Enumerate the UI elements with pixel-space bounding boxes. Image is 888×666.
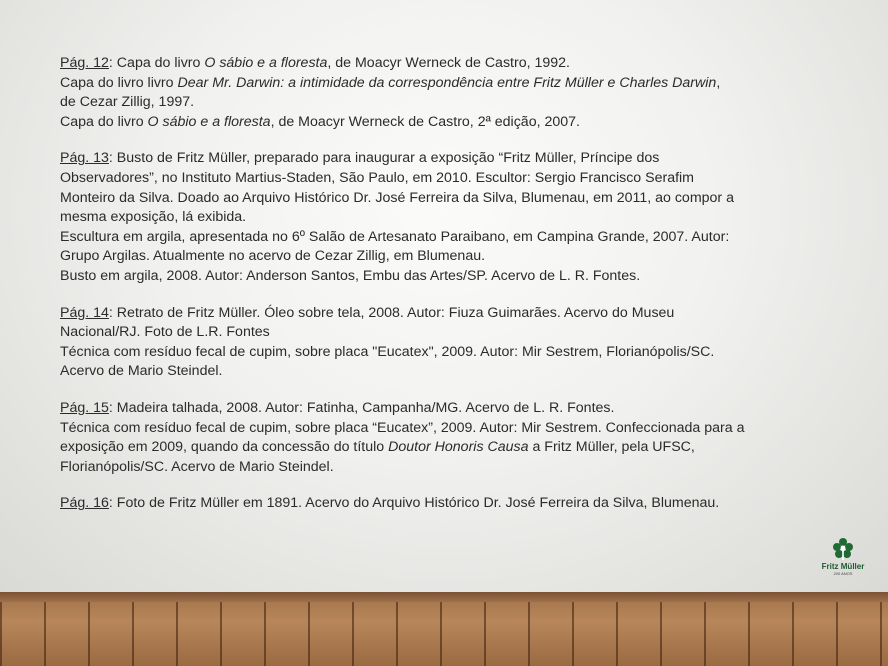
caption-text: Nacional/RJ. Foto de L.R. Fontes <box>60 324 270 341</box>
caption-line <box>60 438 830 458</box>
caption-text: Técnica com resíduo fecal de cupim, sobre placa “Eucatex”, 2009. Autor: Mir Sestrem. Confeccionada para a <box>60 419 745 436</box>
italic-title: O sábio e a floresta <box>147 113 271 130</box>
caption-line <box>60 93 830 113</box>
caption-text: : Retrato de Fritz Müller. Óleo sobre tela, 2008. Autor: Fiuza Guimarães. Acervo do Museu <box>108 304 675 321</box>
wooden-floor <box>0 592 888 666</box>
caption-text: Busto em argila, 2008. Autor: Anderson Santos, Embu das Artes/SP. Acervo de L. R. Fontes. <box>60 267 641 284</box>
caption-text: : Capa do livro <box>108 55 205 71</box>
caption-text: Escultura em argila, apresentada no 6º Salão de Artesanato Paraibano, em Campina Grande, 2007. Autor: <box>60 228 730 245</box>
caption-line <box>60 149 830 169</box>
page-reference: Pág. 14 <box>60 304 109 321</box>
caption-line <box>60 113 830 133</box>
italic-title: Dear Mr. Darwin: a intimidade da correspondência entre Fritz Müller e Charles Darwin <box>177 74 717 91</box>
caption-line <box>60 247 830 267</box>
caption-text: de Cezar Zillig, 1997. <box>60 94 195 111</box>
logo-name: Fritz Müller <box>821 562 865 571</box>
caption-line <box>60 323 830 343</box>
caption-line <box>60 343 830 363</box>
caption-text: exposição em 2009, quando da concessão do título <box>60 439 389 456</box>
caption-line <box>60 419 830 439</box>
logo-subtitle: 200 ANOS <box>833 571 853 576</box>
caption-text: : Foto de Fritz Müller em 1891. Acervo do Arquivo Histórico Dr. José Ferreira da Silva, Blumenau. <box>108 495 720 512</box>
caption-line <box>60 362 830 382</box>
caption-text: Capa do livro livro <box>60 74 178 91</box>
caption-text: , <box>716 74 721 91</box>
caption-text: : Busto de Fritz Müller, preparado para inaugurar a exposição “Fritz Müller, Príncipe dos <box>108 150 660 167</box>
italic-title: Doutor Honoris Causa <box>388 439 529 456</box>
caption-text: mesma exposição, lá exibida. <box>60 209 247 226</box>
caption-line <box>60 189 830 209</box>
caption-block <box>60 494 830 514</box>
caption-text: Capa do livro <box>60 113 148 130</box>
caption-block <box>60 399 830 477</box>
caption-line <box>60 267 830 287</box>
page-reference: Pág. 16 <box>60 495 109 512</box>
caption-text: Florianópolis/SC. Acervo de Mario Steindel. <box>60 458 334 475</box>
caption-text: a Fritz Müller, pela UFSC, <box>528 439 695 456</box>
caption-text: Monteiro da Silva. Doado ao Arquivo Histórico Dr. José Ferreira da Silva, Blumenau, em 2011, ao compor a <box>60 189 734 206</box>
caption-line <box>60 54 830 74</box>
caption-line <box>60 494 830 514</box>
caption-line <box>60 74 830 94</box>
caption-text: Técnica com resíduo fecal de cupim, sobre placa "Eucatex", 2009. Autor: Mir Sestrem, Florianópolis/SC. <box>60 343 715 360</box>
caption-text: Grupo Argilas. Atualmente no acervo de Cezar Zillig, em Blumenau. <box>60 248 486 265</box>
caption-text: , de Moacyr Werneck de Castro, 2ª edição, 2007. <box>270 113 580 130</box>
caption-text: , de Moacyr Werneck de Castro, 1992. <box>327 55 570 71</box>
caption-line <box>60 208 830 228</box>
caption-block <box>60 149 830 286</box>
caption-text: : Madeira talhada, 2008. Autor: Fatinha, Campanha/MG. Acervo de L. R. Fontes. <box>108 399 615 416</box>
caption-text: Acervo de Mario Steindel. <box>60 363 223 380</box>
page-reference: Pág. 15 <box>60 399 109 416</box>
caption-line <box>60 304 830 324</box>
caption-line <box>60 228 830 248</box>
caption-block <box>60 54 830 132</box>
flower-figure-icon <box>829 536 857 562</box>
caption-line <box>60 399 830 419</box>
page-reference: Pág. 12 <box>60 55 109 71</box>
fritz-muller-logo <box>815 536 871 578</box>
caption-block <box>60 304 830 382</box>
caption-line <box>60 458 830 478</box>
page-reference: Pág. 13 <box>60 150 109 167</box>
caption-line <box>60 169 830 189</box>
italic-title: O sábio e a floresta <box>204 55 328 71</box>
slide-text <box>60 54 830 531</box>
caption-text: Observadores”, no Instituto Martius-Staden, São Paulo, em 2010. Escultor: Sergio Francisco Serafim <box>60 169 695 186</box>
